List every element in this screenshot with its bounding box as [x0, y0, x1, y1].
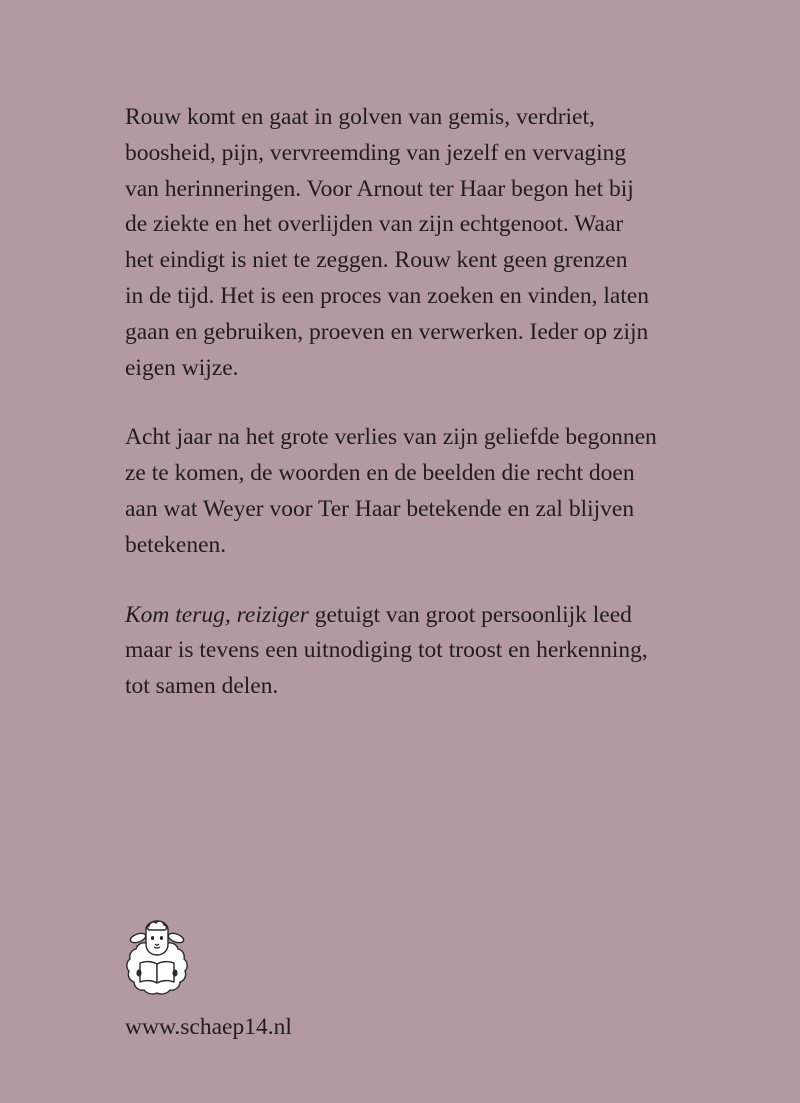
blurb-paragraph-3 [125, 598, 685, 705]
publisher-url[interactable]: www.schaep14.nl [125, 1014, 292, 1040]
text-line: van herinneringen. Voor Arnout ter Haar begon het bij [125, 175, 634, 202]
text-line: in de tijd. Het is een proces van zoeken en vinden, laten [125, 282, 649, 309]
text-line: betekenen. [125, 531, 227, 558]
blurb [125, 100, 685, 739]
text-line: het eindigt is niet te zeggen. Rouw kent geen grenzen [125, 247, 628, 274]
blurb-paragraph-2 [125, 420, 685, 563]
text-line: gaan en gebruiken, proeven en verwerken. Ieder op zijn [125, 318, 649, 345]
text-line: Rouw komt en gaat in golven van gemis, verdriet, [125, 104, 595, 130]
text-line: aan wat Weyer voor Ter Haar betekende en zal blijven [125, 495, 635, 522]
text-line: maar is tevens een uitnodiging tot troost en herkenning, [125, 637, 648, 664]
text-line: eigen wijze. [125, 354, 239, 381]
text-line: boosheid, pijn, vervreemding van jezelf en vervaging [125, 139, 627, 166]
book-title: Kom terug, reiziger [125, 601, 309, 628]
text-line: tot samen delen. [125, 673, 279, 700]
text-fragment: getuigt van groot persoonlijk leed [308, 601, 632, 628]
text-line: ze te komen, de woorden en de beelden die recht doen [125, 460, 635, 487]
text-line [125, 598, 685, 634]
blurb-paragraph-1 [125, 100, 685, 386]
sheep-reading-book-icon [122, 918, 192, 1002]
text-line: de ziekte en het overlijden van zijn echtgenoot. Waar [125, 211, 624, 238]
text-line: Acht jaar na het grote verlies van zijn geliefde begonnen [125, 424, 657, 451]
